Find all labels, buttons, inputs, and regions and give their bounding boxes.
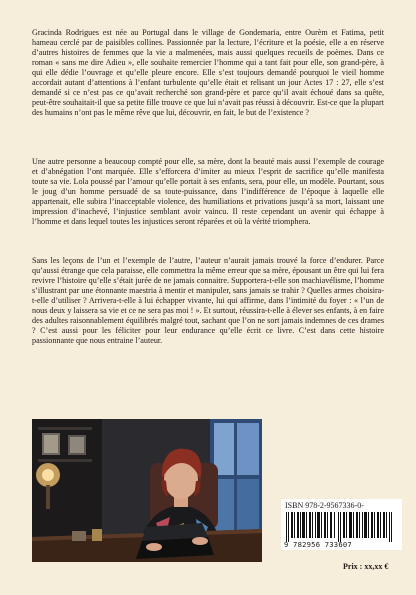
barcode	[286, 512, 394, 542]
synopsis-paragraph-1: Gracinda Rodrigues est née au Portugal dans le village de Gondemaria, entre Ourèm et Fatima, petit hameau cerclé par de paisibles collines. Passionnée par la lecture, l’écriture et la poésie, elle a en réserve d’autres histoires de femmes que la vie a malmenées, mais aussi quelques recueils de poèmes. Dans ce roman « sans me dire Adieu », elle souhaite remercier l’homme qui a tant fait pour elle, son grand-père, à qui elle dédie l’ouvrage et qu’elle pleure encore. Elle s’est toujours demandé pourquoi le vieil homme accordait autant d’attentions à l’enfant turbulente qu’elle était et relisant un jour Actes 17 : 27, elle s’est demandé si ce n’est pas ce qu’avait recherché son grand-père et parce qu’il avait échoué dans sa quête, peut-être souhaitait-il que sa petite fille trouve ce que lui n’avait pas réussi à découvrir. Est-ce que la plupart des humains n’ont pas le même rêve que lui, découvrir, en fait, le but de l’existence ?	[32, 28, 384, 118]
synopsis-paragraph-3: Sans les leçons de l’un et l’exemple de l’autre, l’auteur n’aurait jamais trouvé la force d’endurer. Parce qu’aussi étrange que cela paraisse, elle commettra la même erreur que sa mère, épousant un être qui lui fera revivre l’histoire qu’elle s’était jurée de ne jamais connaitre. Supportera-t-elle son machiavélisme, l’homme s’illustrant par une étonnante maestria à mentir et manipuler, sans jamais se trahir ? Quelles armes choisira-t-elle d’utiliser ? Arrivera-t-elle à lui échapper vivante, lui qui affirme, dans l’intimité du foyer : « l’un de nous deux y laissera sa vie et ce ne sera pas moi ! ». Et surtout, réussira-t-elle à élever ses enfants, à en faire des adultes raisonnablement équilibrés malgré tout, sachant que l’on ne sort jamais indemnes de ces drames ? C’est aussi pour les féliciter pour leur endurance qu’elle écrit ce livre. C’est dans cette histoire passionnante que nous entraine l’auteur.	[32, 256, 384, 346]
barcode-digits: 9 782956 733607	[284, 540, 352, 549]
price-label: Prix : xx,xx €	[343, 562, 389, 571]
isbn-number: ISBN 978-2-9567336-0-	[285, 501, 364, 510]
synopsis-paragraph-2: Une autre personne a beaucoup compté pour elle, sa mère, dont la beauté mais aussi l’exemple de courage et d’abnégation l’ont marquée. Elle s’efforcera d’imiter au mieux l’esprit de sacrifice qu’elle manifesta toute sa vie. Lola poussé par l’amour qu’elle portait à ses enfants, sera, pour elle, un modèle. Pourtant, sous le joug d’un homme persuadé de sa toute-puissance, dans l’indifférence de l’époque à laquelle elle appartenait, elle subira l’inacceptable violence, des humiliations et privations jusqu’à sa mort, laissant une impression d’inachevé, l’injustice semblant avoir vaincu. Il reste cependant un avenir qui échappe à l’homme et dans lequel toutes les injustices seront réparées et où la vérité triomphera.	[32, 157, 384, 227]
author-photo	[32, 419, 262, 562]
